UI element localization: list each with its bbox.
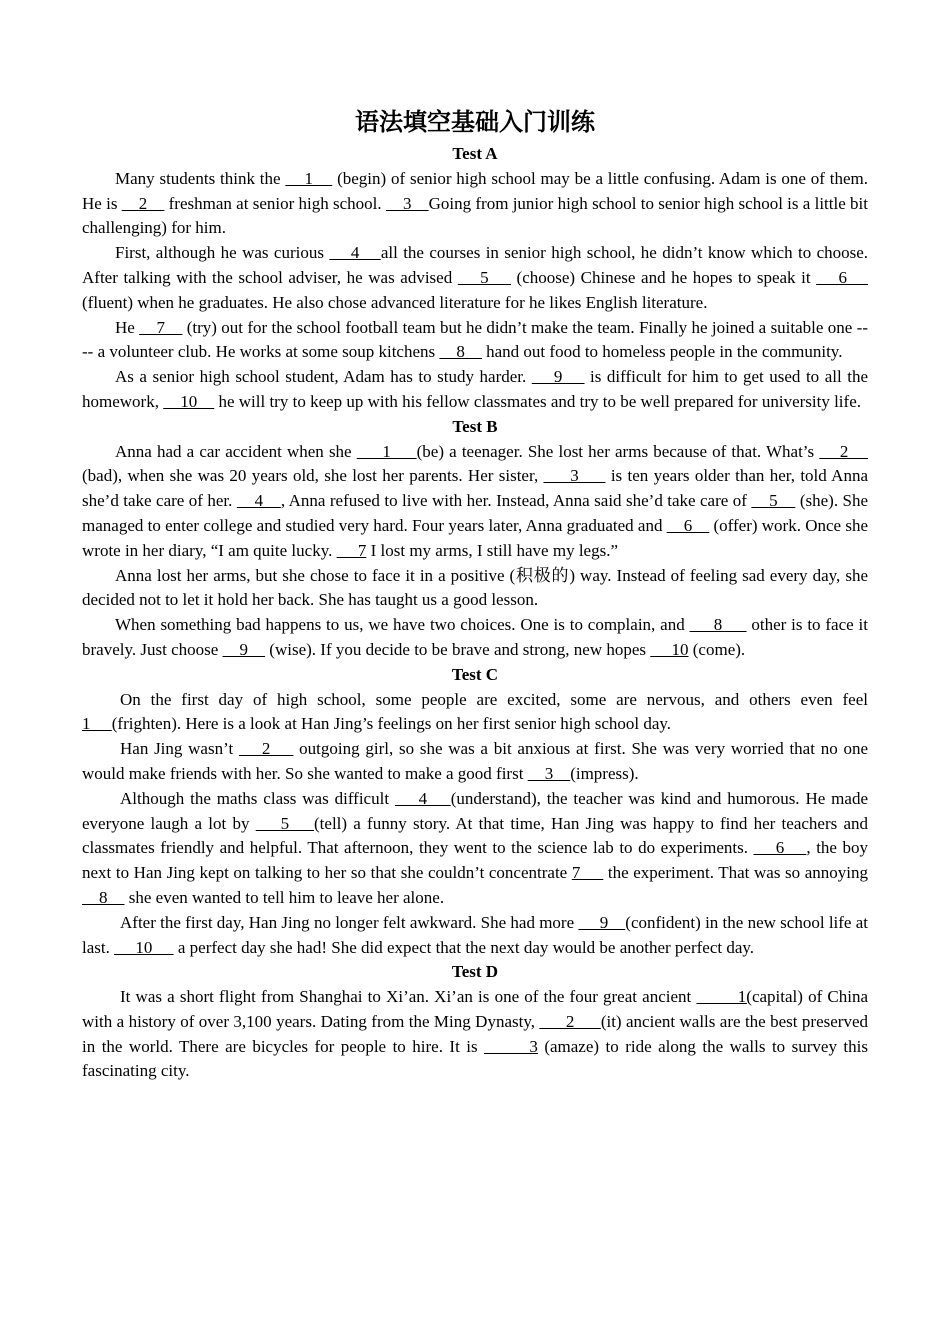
passage-text: As a senior high school student, Adam has to study harder. [115, 367, 532, 387]
passage-text: Although the maths class was difficult [120, 788, 395, 808]
answer-blank[interactable]: 7 [571, 863, 604, 883]
passage-text: outgoing girl, so she was a bit anxious at first. She was very worried that no one would make friends with her. So she wanted to make a good first [82, 739, 868, 783]
answer-blank[interactable]: 9 [222, 639, 266, 659]
passage-text: (tell) a funny story. At that time, Han Jing was happy to find her teachers and classmates friendly and helpful. That afternoon, they went to the science lab to do experiments. [82, 813, 869, 858]
test-heading: Test B [452, 416, 498, 436]
answer-blank[interactable]: 5 [255, 813, 315, 833]
answer-blank[interactable]: 10 [650, 639, 689, 659]
passage-text: hand out food to homeless people in the community. [481, 342, 843, 362]
passage-text: It was a short flight from Shanghai to Xi’an. Xi’an is one of the four great ancient [120, 987, 697, 1007]
answer-blank[interactable]: 8 [439, 342, 482, 362]
passage-text: (try) out for the school football team but he didn’t make the team. Finally he joined a suitable one ---- a volunteer club. He works at some soup kitchens [82, 317, 868, 362]
passage-text: (it) ancient walls are the best preserved in the world. There are bicycles for people to hire. It is [82, 1011, 869, 1056]
answer-blank[interactable]: 7 [139, 317, 183, 337]
passage-text: , Anna refused to live with her. Instead, Anna said she’d take care of [280, 491, 752, 511]
passage-text: a perfect day she had! She did expect that the next day would be another perfect day. [173, 937, 755, 957]
answer-blank[interactable]: ( [746, 987, 752, 1007]
passage-text: the experiment. That was so annoying [603, 863, 869, 883]
passage-text: (be) a teenager. She lost her arms because of that. What’s [416, 441, 820, 461]
passage-paragraph [82, 167, 868, 241]
answer-blank[interactable]: 5 [751, 491, 796, 511]
answer-blank[interactable]: 6 [816, 267, 868, 287]
passage-paragraph [82, 985, 868, 1084]
passage-text: Anna had a car accident when she [115, 441, 357, 461]
answer-blank[interactable]: 4 [236, 491, 281, 511]
test-heading: Test C [451, 664, 499, 684]
passage-text: (bad), when she was 20 years old, she lost her parents. Her sister, [82, 466, 544, 486]
passage-text: (begin) of senior high school may be a little confusing. Adam is one of them. He is [82, 168, 868, 213]
answer-blank[interactable]: 3 [543, 466, 606, 486]
passage-text: When something bad happens to us, we have two choices. One is to complain, and [115, 615, 690, 635]
passage-text: (offer) work. Once she wrote in her diary, “I am quite lucky. [82, 515, 869, 560]
passage-paragraph [82, 911, 868, 961]
passage-text: First, although he was curious [115, 243, 330, 263]
answer-blank[interactable]: 4 [394, 788, 451, 808]
passage-paragraph [82, 564, 868, 614]
passage-text: , the boy next to Han Jing kept on talking to her so that she couldn’t concentrate [82, 838, 869, 883]
passage-text: all the courses in senior high school, he didn’t know which to choose. After talking with the school adviser, he was advised [82, 243, 869, 287]
passage-text: (come). [688, 639, 746, 659]
passage-text: After the first day, Han Jing no longer felt awkward. She had more [120, 912, 579, 932]
passage-text: He [115, 317, 140, 337]
answer-blank[interactable]: 1 [285, 168, 333, 188]
answer-blank[interactable]: 4 [329, 243, 381, 263]
passage-paragraph [82, 440, 868, 564]
passage-paragraph [82, 241, 868, 315]
passage-paragraph [82, 688, 868, 738]
answer-blank[interactable]: 8 [82, 887, 125, 907]
passage-text: is ten years older than her, told Anna she’d take care of her. [82, 466, 869, 511]
passage-paragraph [82, 737, 868, 787]
answer-blank[interactable]: 1 [82, 714, 112, 734]
passage-text: Many students think the [115, 168, 286, 188]
answer-blank[interactable]: 1 [356, 441, 417, 461]
passage-text: Han Jing wasn’t [120, 739, 239, 759]
passage-text: he will try to keep up with his fellow classmates and try to be well prepared for university life. [214, 391, 861, 411]
passage-text: other is to face it bravely. Just choose [82, 615, 868, 659]
answer-blank[interactable]: 10 [163, 391, 215, 411]
passage-text: (impress). [570, 763, 639, 783]
passage-text: (choose) Chinese and he hopes to speak it [510, 267, 817, 287]
passage-text: capital) of China with a history of over 3,100 years. Dating from the Ming Dynasty, [82, 987, 869, 1031]
answer-blank[interactable]: 3 [527, 763, 571, 783]
answer-blank[interactable]: 7 [336, 540, 367, 560]
passage-paragraph [82, 316, 868, 366]
answer-blank[interactable]: 2 [238, 739, 294, 759]
page-title: 语法填空基础入门训练 [355, 108, 595, 136]
passage-text: (fluent) when he graduates. He also chose advanced literature for he likes English literature. [82, 292, 708, 312]
passage-text: I lost my arms, I still have my legs.” [366, 540, 618, 560]
passage-paragraph [82, 365, 868, 415]
answer-blank[interactable]: 2 [539, 1011, 601, 1031]
test-heading: Test D [451, 962, 499, 982]
passage-text: is difficult for him to get used to all the homework, [82, 367, 868, 411]
passage-paragraph [82, 787, 868, 911]
passage-text: freshman at senior high school. [164, 193, 386, 213]
passage-text: she even wanted to tell him to leave her alone. [124, 887, 445, 907]
passage-text: (amaze) to ride along the walls to survey this fascinating city. [82, 1036, 868, 1081]
answer-blank[interactable]: 9 [578, 912, 626, 932]
answer-blank[interactable]: 5 [457, 267, 511, 287]
answer-blank[interactable]: 3 [484, 1036, 538, 1056]
answer-blank[interactable]: 2 [819, 441, 869, 461]
passage-text: Going from junior high school to senior high school is a little bit challenging) for him. [82, 193, 868, 238]
answer-blank[interactable]: 6 [666, 515, 710, 535]
passage-text: (she). She managed to enter college and studied very hard. Four years later, Anna graduated and [82, 491, 869, 535]
answer-blank[interactable]: 2 [121, 193, 165, 213]
passage-text: On the first day of high school, some people are excited, some are nervous, and others even feel [120, 689, 868, 709]
passage-text: (understand), the teacher was kind and humorous. He made everyone laugh a lot by [82, 788, 868, 833]
answer-blank[interactable]: 6 [753, 838, 807, 858]
passage-text: (confident) in the new school life at last. [82, 912, 868, 957]
answer-blank[interactable]: 9 [531, 367, 585, 387]
answer-blank[interactable]: 1 [696, 987, 747, 1007]
answer-blank[interactable]: 10 [114, 937, 174, 957]
passage-text: (frighten). Here is a look at Han Jing’s feelings on her first senior high school day. [111, 714, 672, 734]
answer-blank[interactable]: 8 [689, 615, 747, 635]
tests-container [82, 142, 868, 1084]
passage-text: Anna lost her arms, but she chose to face it in a positive (积极的) way. Instead of feeling sad every day, she decided not to let it hold her back. She has taught us a good lesson. [82, 565, 868, 610]
test-heading: Test A [452, 144, 498, 163]
passage-paragraph [82, 613, 868, 663]
answer-blank[interactable]: 3 [385, 193, 429, 213]
passage-text: (wise). If you decide to be brave and strong, new hopes [265, 639, 651, 659]
